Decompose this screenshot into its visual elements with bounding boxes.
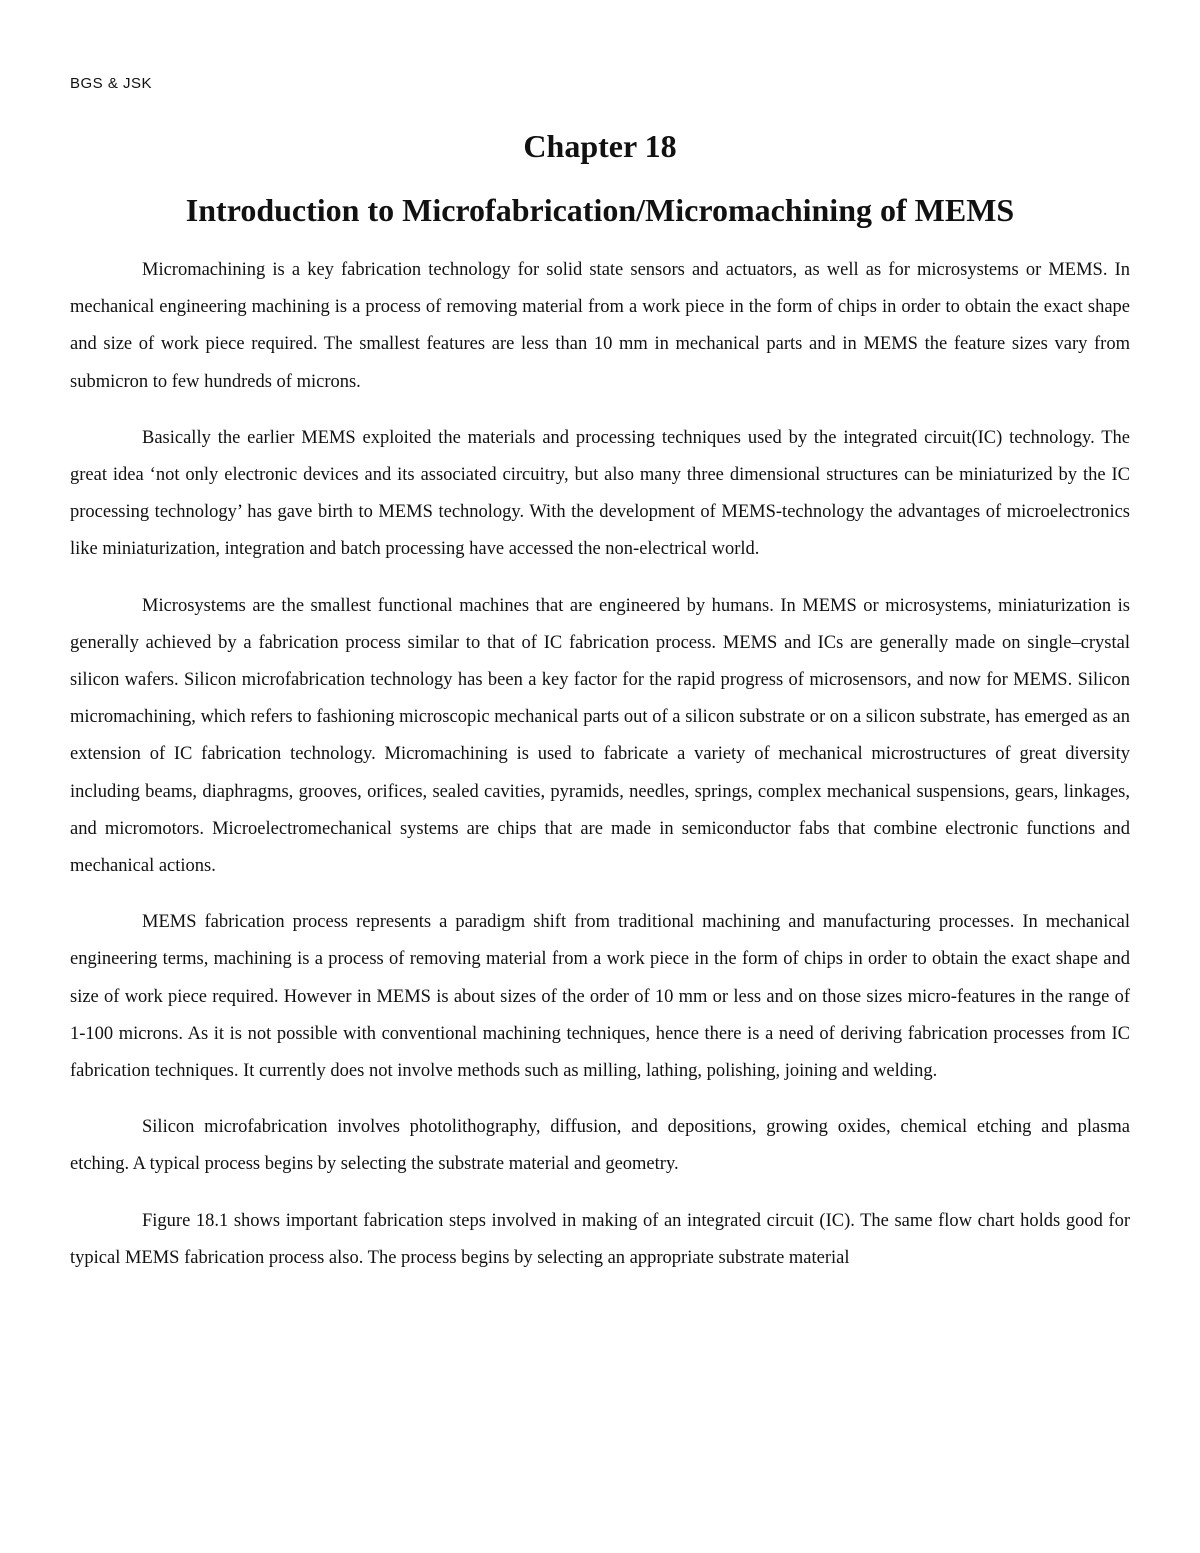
- running-head: BGS & JSK: [70, 75, 153, 92]
- paragraph: Figure 18.1 shows important fabrication steps involved in making of an integrated circuit (IC). The same flow chart holds good for typical MEMS fabrication process also. The process begins by selecting an appropriate substrate material: [70, 1210, 1130, 1268]
- paragraph: Microsystems are the smallest functional machines that are engineered by humans. In MEMS or microsystems, miniaturization is generally achieved by a fabrication process similar to that of IC fabrication process. MEMS and ICs are generally made on single–crystal silicon wafers. Silicon microfabrication technology has been a key factor for the rapid progress of microsensors, and now for MEMS. Silicon micromachining, which refers to fashioning microscopic mechanical parts out of a silicon substrate or on a silicon substrate, has emerged as an extension of IC fabrication technology. Micromachining is used to fabricate a variety of mechanical microstructures of great diversity including beams, diaphragms, grooves, orifices, sealed cavities, pyramids, needles, springs, complex mechanical suspensions, gears, linkages, and micromotors. Microelectromechanical systems are chips that are made in semiconductor fabs that combine electronic functions and mechanical actions.: [70, 595, 1130, 877]
- paragraph: Basically the earlier MEMS exploited the materials and processing techniques used by the integrated circuit(IC) technology. The great idea ‘not only electronic devices and its associated circuitry, but also many three dimensional structures can be miniaturized by the IC processing technology’ has gave birth to MEMS technology. With the development of MEMS-technology the advantages of microelectronics like miniaturization, integration and batch processing have accessed the non-electrical world.: [70, 427, 1130, 560]
- paragraph: Silicon microfabrication involves photolithography, diffusion, and depositions, growing oxides, chemical etching and plasma etching. A typical process begins by selecting the substrate material and geometry.: [70, 1117, 1130, 1175]
- paragraph: MEMS fabrication process represents a paradigm shift from traditional machining and manufacturing processes. In mechanical engineering terms, machining is a process of removing material from a work piece in the form of chips in order to obtain the exact shape and size of work piece required. However in MEMS is about sizes of the order of 10 mm or less and on those sizes micro-features in the range of 1-100 microns. As it is not possible with conventional machining techniques, hence there is a need of deriving fabrication processes from IC fabrication techniques. It currently does not involve methods such as milling, lathing, polishing, joining and welding.: [70, 912, 1130, 1082]
- chapter-title: Introduction to Microfabrication/Micromachining of MEMS: [185, 192, 1015, 228]
- paragraph: Micromachining is a key fabrication technology for solid state sensors and actuators, as well as for microsystems or MEMS. In mechanical engineering machining is a process of removing material from a work piece in the form of chips in order to obtain the exact shape and size of work piece required. The smallest features are less than 10 mm in mechanical parts and in MEMS the feature sizes vary from submicron to few hundreds of microns.: [70, 260, 1130, 392]
- chapter-label: Chapter 18: [523, 128, 677, 164]
- body-text: [70, 252, 1130, 1296]
